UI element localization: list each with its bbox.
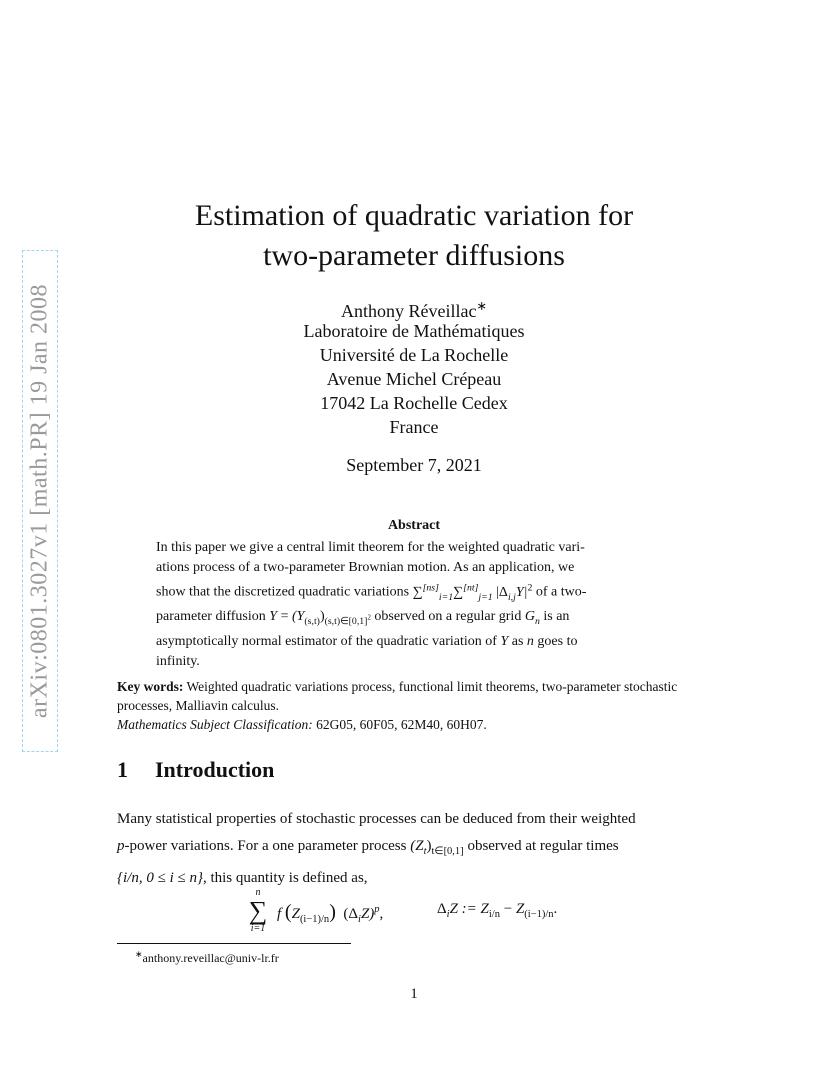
keywords-label: Key words: — [117, 679, 184, 694]
affiliation — [0, 319, 828, 439]
intro-line: {i/n, 0 ≤ i ≤ n}, this quantity is defined as, — [117, 870, 368, 886]
author-name: Anthony Réveillac — [340, 301, 477, 321]
footnote-rule — [117, 943, 351, 944]
affiliation-line: Université de La Rochelle — [319, 345, 509, 365]
section-number: 1 — [117, 757, 128, 782]
formula-definition: $\Delta_iZ$ := $Z_{i/n} - Z_{(i-1)/n}$. — [437, 901, 558, 920]
section-heading — [117, 757, 274, 783]
abstract-heading: Abstract — [387, 518, 441, 533]
paper-title-line-2: two-parameter diffusions — [263, 239, 565, 272]
abstract-line: infinity. — [156, 654, 200, 670]
process-expression: $(Y_{(s,t)})_{(s,t)\in[0,1]^2}$ — [291, 609, 371, 628]
footnote-email: anthony.reveillac@univ-lr.fr — [142, 951, 279, 965]
section-title: Introduction — [155, 757, 275, 782]
intro-line: Many statistical properties of stochastic processes can be deduced from their weighted — [117, 811, 636, 827]
affiliation-line: France — [389, 417, 439, 437]
affiliation-line: Avenue Michel Crépeau — [326, 369, 502, 389]
process-z-expression: $(Z_t)_{t\in[0,1]}$ — [410, 838, 464, 857]
footnote — [135, 949, 279, 966]
footnote-marker: ∗ — [135, 949, 143, 959]
intro-line: p-power variations. For a one parameter process $(Z_t)_{t\in[0,1]}$ observed at regular times — [117, 838, 619, 857]
abstract-body — [156, 538, 664, 672]
affiliation-line: Laboratoire de Mathématiques — [303, 321, 525, 341]
abstract-line: ations process of a two-parameter Brownian motion. As an application, we — [156, 560, 575, 575]
formula-body: f $(Z_{(i-1)/n})$ $(\Delta_iZ)^p$, — [277, 901, 384, 925]
msc-text: 62G05, 60F05, 62M40, 60H07. — [316, 717, 487, 732]
keywords-block — [117, 677, 717, 734]
abstract-line: asymptotically normal estimator of the quadratic variation of Y as n goes to — [156, 634, 578, 650]
keywords-text: Weighted quadratic variations process, functional limit theorems, two-parameter stochastic processes, Malliavin calculus. — [117, 679, 678, 713]
msc-label: Mathematics Subject Classification: — [117, 717, 313, 732]
intro-paragraph — [117, 806, 709, 892]
abstract-line: show that the discretized quadratic variations $\sum[ns]_{i=1}\sum[nt]_{j=1}$ $|\Delta_{i,j}Y|^2$ of a two- — [156, 582, 587, 603]
abstract-line: parameter diffusion $Y = (Y_{(s,t)})_{(s,t)\in[0,1]^2}$ observed on a regular grid $G_n$ is an — [156, 609, 570, 628]
page-number: 1 — [410, 986, 418, 1002]
sum-operator: n ∑ i=1 — [248, 887, 268, 934]
paper-title — [0, 196, 828, 276]
double-sum-expression: $\sum[ns]_{i=1}\sum[nt]_{j=1}$ $|\Delta_{i,j}Y|^2$ — [412, 582, 533, 603]
paper-title-line-1: Estimation of quadratic variation for — [194, 199, 634, 232]
affiliation-line: 17042 La Rochelle Cedex — [320, 393, 508, 413]
author-footnote-marker: ∗ — [476, 299, 488, 313]
paper-date: September 7, 2021 — [346, 455, 482, 475]
abstract-line: In this paper we give a central limit theorem for the weighted quadratic vari- — [156, 540, 585, 555]
arxiv-stamp-text: arXiv:0801.3027v1 [math.PR] 19 Jan 2008 — [26, 283, 53, 719]
